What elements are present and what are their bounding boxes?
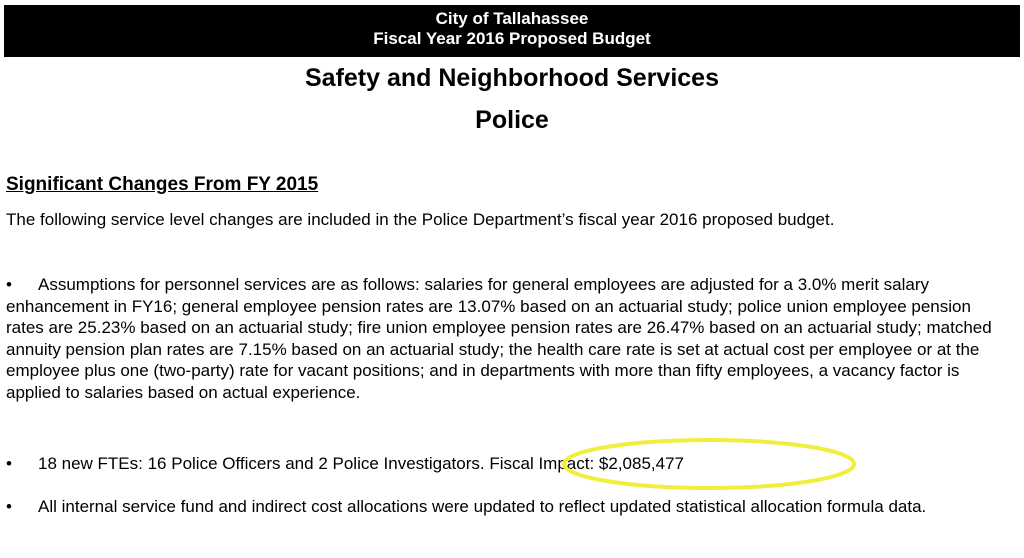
service-area-title: Safety and Neighborhood Services	[305, 64, 719, 92]
bullet-mark: •	[6, 454, 12, 473]
bullet-mark: •	[6, 275, 12, 294]
bullet-item-new-ftes	[6, 453, 1006, 475]
bullet-text: All internal service fund and indirect cost allocations were updated to reflect updated statistical allocation formula data.	[38, 497, 927, 516]
header-city-title: City of Tallahassee	[435, 9, 589, 28]
significant-changes-heading: Significant Changes From FY 2015	[6, 174, 319, 195]
bullet-item-cost-allocations	[6, 496, 1006, 518]
document-header	[4, 5, 1020, 57]
bullet-text: 18 new FTEs: 16 Police Officers and 2 Police Investigators. Fiscal Impact: $2,085,477	[38, 454, 685, 473]
bullet-item-personnel	[6, 274, 1006, 403]
bullet-mark: •	[6, 497, 12, 516]
bullet-text: Assumptions for personnel services are as follows: salaries for general employees are adjusted for a 3.0% merit salary enhancement in FY16; general employee pension rates are 13.07% based on an actuarial study; police union employee pension rates are 25.23% based on an actuarial study; fire union employee pension rates are 26.47% based on an actuarial study; matched annuity pension plan rates are 7.15% based on an actuarial study; the health care rate is set at actual cost per employee or at the employee plus one (two-party) rate for vacant positions; and in departments with more than fifty employees, a vacancy factor is applied to salaries based on actual experience.	[6, 275, 992, 402]
intro-paragraph: The following service level changes are included in the Police Department’s fiscal year 2016 proposed budget.	[6, 210, 835, 229]
department-title: Police	[475, 106, 549, 134]
header-budget-title: Fiscal Year 2016 Proposed Budget	[373, 29, 651, 48]
